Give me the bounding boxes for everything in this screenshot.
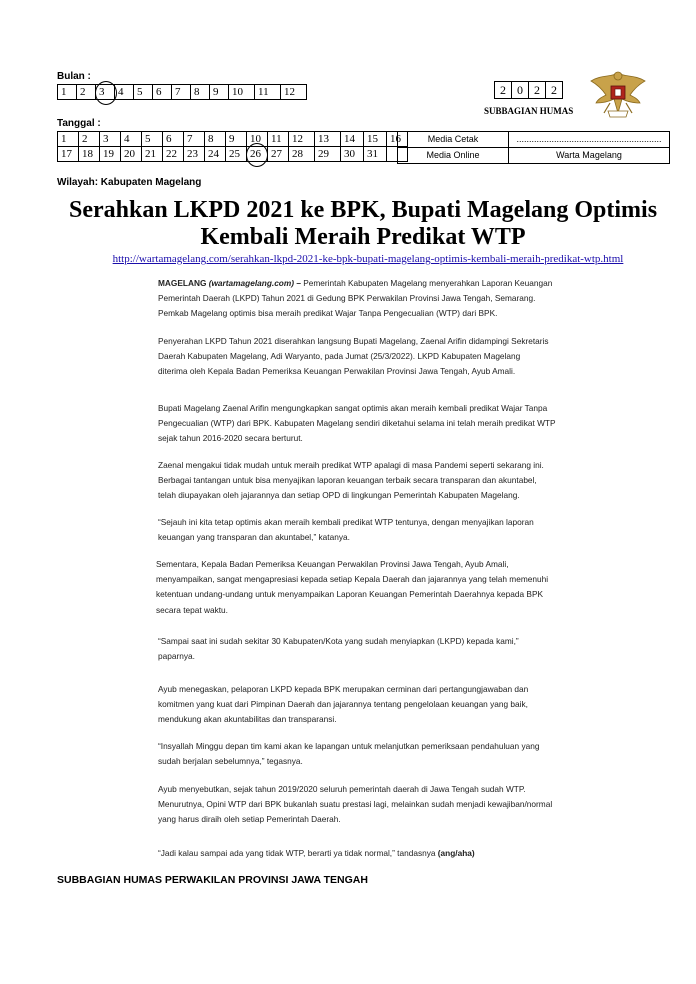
date-cell: 4	[121, 132, 142, 147]
paragraph: “Insyallah Minggu depan tim kami akan ke lapangan untuk melanjutkan pemeriksaan pendahuluan yang sudah berjalan sebelumnya,” tegasnya.	[158, 741, 540, 767]
date-cell: 22	[163, 147, 184, 162]
paragraph: “Sejauh ini kita tetap optimis akan meraih kembali predikat WTP tentunya, dengan menyajikan laporan keuangan yang transparan dan akuntabel,” katanya.	[158, 517, 534, 543]
date-cell: 24	[205, 147, 226, 162]
date-cell: 21	[142, 147, 163, 162]
date-cell: 6	[163, 132, 184, 147]
date-cell: 10	[247, 132, 268, 147]
month-cell: 5	[134, 85, 153, 100]
month-cell: 6	[153, 85, 172, 100]
month-cell: 7	[172, 85, 191, 100]
media-cetak-value: ..........................................................	[509, 132, 670, 148]
media-online-label: Media Online	[398, 148, 509, 164]
year-digit: 2	[529, 82, 546, 99]
date-cell: 16	[387, 132, 408, 147]
bulan-label: Bulan :	[57, 71, 91, 82]
date-cell: 20	[121, 147, 142, 162]
month-cell: 9	[210, 85, 229, 100]
date-cell: 29	[315, 147, 341, 162]
year-digit: 0	[512, 82, 529, 99]
lead-place: MAGELANG	[158, 278, 207, 288]
month-cell: 12	[281, 85, 307, 100]
lead-source: (wartamagelang.com) –	[208, 278, 301, 288]
region-label: Wilayah: Kabupaten Magelang	[57, 177, 202, 188]
media-cetak-label: Media Cetak	[398, 132, 509, 148]
date-cell: 27	[268, 147, 289, 162]
date-cell: 23	[184, 147, 205, 162]
media-online-value: Warta Magelang	[509, 148, 670, 164]
paragraph: Zaenal mengakui tidak mudah untuk meraih predikat WTP apalagi di masa Pandemi seperti sekarang ini. Berbagai tantangan untuk bisa menyajikan laporan keuangan terbaik secara transparan dan akuntabel, telah diupayakan oleh jajarannya dan setiap OPD di lingkungan Pemerintah Kabupaten Magelang.	[158, 460, 544, 501]
date-cell: 11	[268, 132, 289, 147]
date-cell: 17	[58, 147, 79, 162]
year-digit: 2	[546, 82, 563, 99]
footer-label: SUBBAGIAN HUMAS PERWAKILAN PROVINSI JAWA TENGAH	[57, 874, 368, 886]
date-cell: 5	[142, 132, 163, 147]
date-cell: 13	[315, 132, 341, 147]
year-box	[494, 81, 563, 99]
date-cell: 2	[79, 132, 100, 147]
month-cell: 10	[229, 85, 255, 100]
date-cell: 31	[364, 147, 387, 162]
media-table	[397, 131, 670, 164]
date-cell: 7	[184, 132, 205, 147]
date-cell: 18	[79, 147, 100, 162]
date-cell-selected: 26	[247, 147, 268, 162]
department-label: SUBBAGIAN HUMAS	[484, 106, 574, 116]
month-cell: 1	[58, 85, 77, 100]
article-title-line: Kembali Meraih Predikat WTP	[200, 224, 526, 250]
paragraph: Ayub menegaskan, pelaporan LKPD kepada BPK merupakan cerminan dari pertangungjawaban dan komitmen yang kuat dari Pimpinan Daerah dan jajarannya tentang pengelolaan keuangan yang baik, mendukung akan akuntabilitas dan transparansi.	[158, 684, 529, 725]
article-title-line: Serahkan LKPD 2021 ke BPK, Bupati Magelang Optimis	[68, 197, 658, 223]
month-cell: 2	[77, 85, 96, 100]
date-cell: 14	[341, 132, 364, 147]
paragraph: Sementara, Kepala Badan Pemeriksa Keuangan Perwakilan Provinsi Jawa Tengah, Ayub Amali, menyampaikan, sangat mengapresiasi kepada setiap Kepala Daerah dan jajarannya yang telah memenuhi ketentuan undang-undang untuk menyampaikan Laporan Keuangan Pemerintah Daerahnya kepada BPK secara tepat waktu.	[156, 559, 549, 615]
paragraph: “Jadi kalau sampai ada yang tidak WTP, berarti ya tidak normal,” tandasnya (ang/aha)	[158, 848, 475, 858]
author-initials: (ang/aha)	[437, 848, 475, 858]
tanggal-label: Tanggal :	[57, 118, 101, 129]
date-cell: 8	[205, 132, 226, 147]
garuda-emblem-icon	[588, 67, 648, 123]
paragraph: Penyerahan LKPD Tahun 2021 diserahkan langsung Bupati Magelang, Zaenal Arifin didampingi Sekretaris Daerah Kabupaten Magelang, Adi Waryanto, pada Jumat (25/3/2022). LKPD Kabupaten Magelang diterima oleh Kepala Badan Pemeriksa Keuangan Perwakilan Provinsi Jawa Tengah, Ayub Amali.	[158, 336, 549, 377]
article-title	[30, 197, 696, 251]
date-cell: 12	[289, 132, 315, 147]
paragraph: MAGELANG (wartamagelang.com) – Pemerintah Kabupaten Magelang menyerahkan Laporan Keuangan	[158, 278, 553, 288]
paragraph: Ayub menyebutkan, sejak tahun 2019/2020 seluruh pemerintah daerah di Jawa Tengah sudah WTP. Menurutnya, Opini WTP dari BPK bukanlah suatu prestasi lagi, melainkan sudah menjadi kewajiban/normal yang harus diraih oleh setiap Pemerintah Daerah.	[158, 784, 553, 825]
paragraph: Bupati Magelang Zaenal Arifin mengungkapkan sangat optimis akan meraih kembali predikat Wajar Tanpa Pengecualian (WTP) dari BPK. Kabupaten Magelang sendiri diketahui selama ini telah meraih predikat WTP sejak tahun 2016-2020 secara berturut.	[158, 403, 556, 444]
date-cell: 25	[226, 147, 247, 162]
date-cell: 19	[100, 147, 121, 162]
date-grid	[57, 131, 408, 162]
month-cell: 4	[115, 85, 134, 100]
date-cell: 28	[289, 147, 315, 162]
month-cell-selected: 3	[96, 85, 115, 100]
date-cell: 15	[364, 132, 387, 147]
month-grid	[57, 84, 307, 100]
date-cell: 3	[100, 132, 121, 147]
paragraph: “Sampai saat ini sudah sekitar 30 Kabupaten/Kota yang sudah menyiapkan (LKPD) kepada kami,” paparnya.	[158, 636, 519, 662]
month-cell: 8	[191, 85, 210, 100]
year-digit: 2	[495, 82, 512, 99]
article-url-link[interactable]: http://wartamagelang.com/serahkan-lkpd-2021-ke-bpk-bupati-magelang-optimis-kembali-meraih-predikat-wtp.html	[112, 253, 624, 265]
date-cell: 9	[226, 132, 247, 147]
date-cell: 30	[341, 147, 364, 162]
article-body: MAGELANG (wartamagelang.com) – Pemerintah Kabupaten Magelang menyerahkan Laporan Keuangan Pemerintah Daerah (LKPD) Tahun 2021 di Gedung BPK Perwakilan Provinsi Jawa Tengah, Semarang. Pemkab Magelang optimis bisa meraih predikat Wajar Tanpa Pengecualian (WTP) dari BPK.	[158, 276, 598, 322]
date-cell: 1	[58, 132, 79, 147]
month-cell: 11	[255, 85, 281, 100]
